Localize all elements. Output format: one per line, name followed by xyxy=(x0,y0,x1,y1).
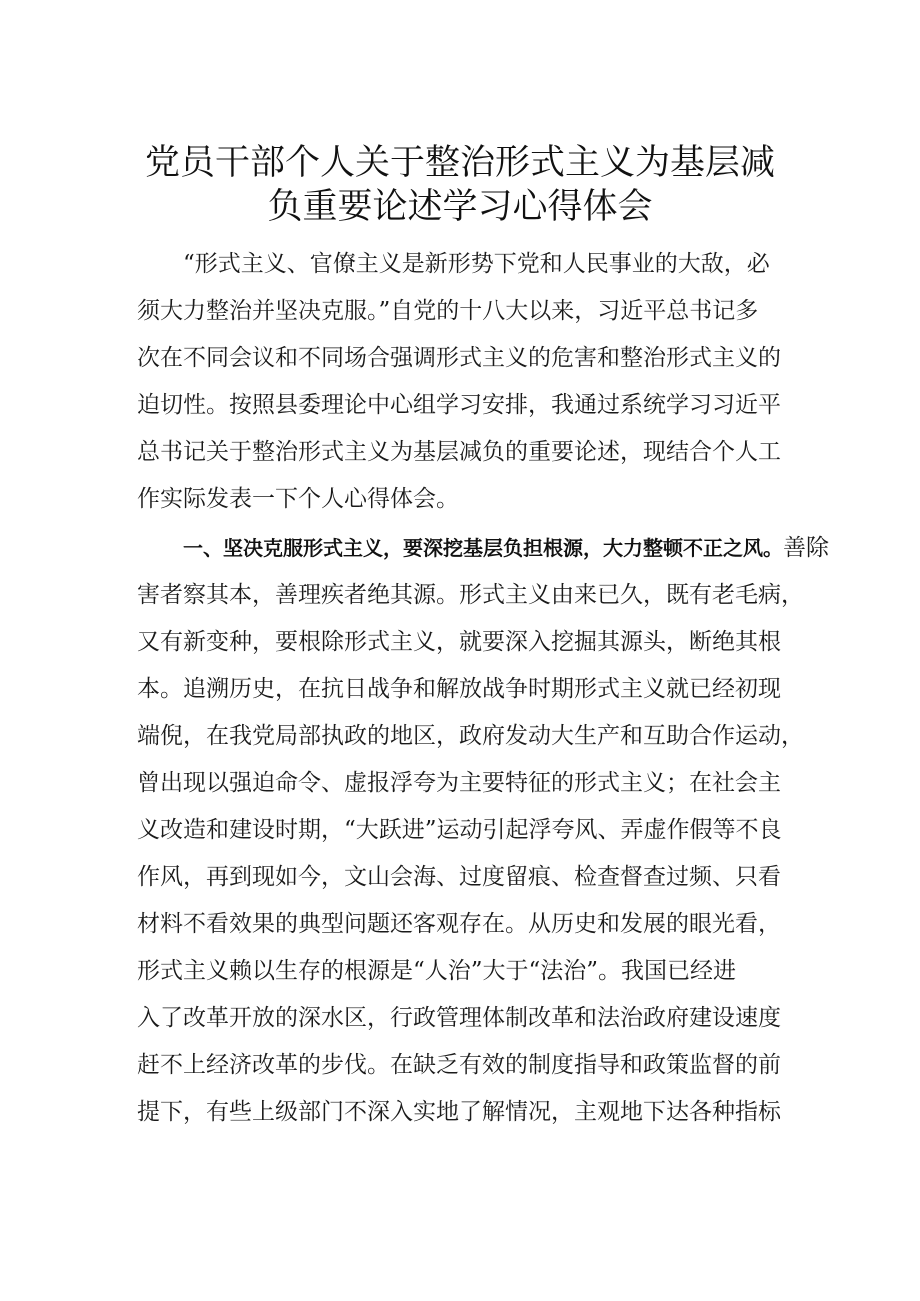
paragraph-line: 作风，再到现如今，文山会海、过度留痕、检查督查过频、只看 xyxy=(137,864,781,890)
section-first-line-tail: 善除 xyxy=(783,535,829,561)
paragraph-line: 形式主义赖以生存的根源是“人治”大于“法治”。我国已经进 xyxy=(137,958,737,984)
paragraph-line: 曾出现以强迫命令、虚报浮夸为主要特征的形式主义；在社会主 xyxy=(137,770,781,796)
document-title-line-2: 负重要论述学习心得体会 xyxy=(267,187,653,227)
paragraph-line: 作实际发表一下个人心得体会。 xyxy=(137,486,459,512)
section-heading: 一、坚决克服形式主义，要深挖基层负担根源，大力整顿不正之风。 xyxy=(183,536,783,560)
paragraph-line: 迫切性。按照县委理论中心组学习安排，我通过系统学习习近平 xyxy=(137,392,781,418)
paragraph-line: 总书记关于整治形式主义为基层减负的重要论述，现结合个人工 xyxy=(137,439,781,465)
paragraph-line: 须大力整治并坚决克服。”自党的十八大以来，习近平总书记多 xyxy=(137,298,759,324)
paragraph-line: 害者察其本，善理疾者绝其源。形式主义由来已久，既有老毛病， xyxy=(137,582,804,608)
paragraph-line: 次在不同会议和不同场合强调形式主义的危害和整治形式主义的 xyxy=(137,345,781,371)
paragraph-line: 赶不上经济改革的步伐。在缺乏有效的制度指导和政策监督的前 xyxy=(137,1052,781,1078)
paragraph-line: “形式主义、官僚主义是新形势下党和人民事业的大敌，必 xyxy=(183,251,770,277)
paragraph-line: 义改造和建设时期，“大跃进”运动引起浮夸风、弄虚作假等不良 xyxy=(137,817,782,843)
paragraph-line: 入了改革开放的深水区，行政管理体制改革和法治政府建设速度 xyxy=(137,1005,781,1031)
paragraph-line: 提下，有些上级部门不深入实地了解情况，主观地下达各种指标 xyxy=(137,1099,781,1125)
paragraph-line: 又有新变种，要根除形式主义，就要深入挖掘其源头，断绝其根 xyxy=(137,629,781,655)
paragraph-line: 本。追溯历史，在抗日战争和解放战争时期形式主义就已经初现 xyxy=(137,676,781,702)
paragraph-line: 端倪，在我党局部执政的地区，政府发动大生产和互助合作运动， xyxy=(137,723,804,749)
document-title-line-1: 党员干部个人关于整治形式主义为基层减 xyxy=(144,143,775,183)
section-heading-line xyxy=(183,522,829,574)
paragraph-line: 材料不看效果的典型问题还客观存在。从历史和发展的眼光看， xyxy=(137,911,781,937)
